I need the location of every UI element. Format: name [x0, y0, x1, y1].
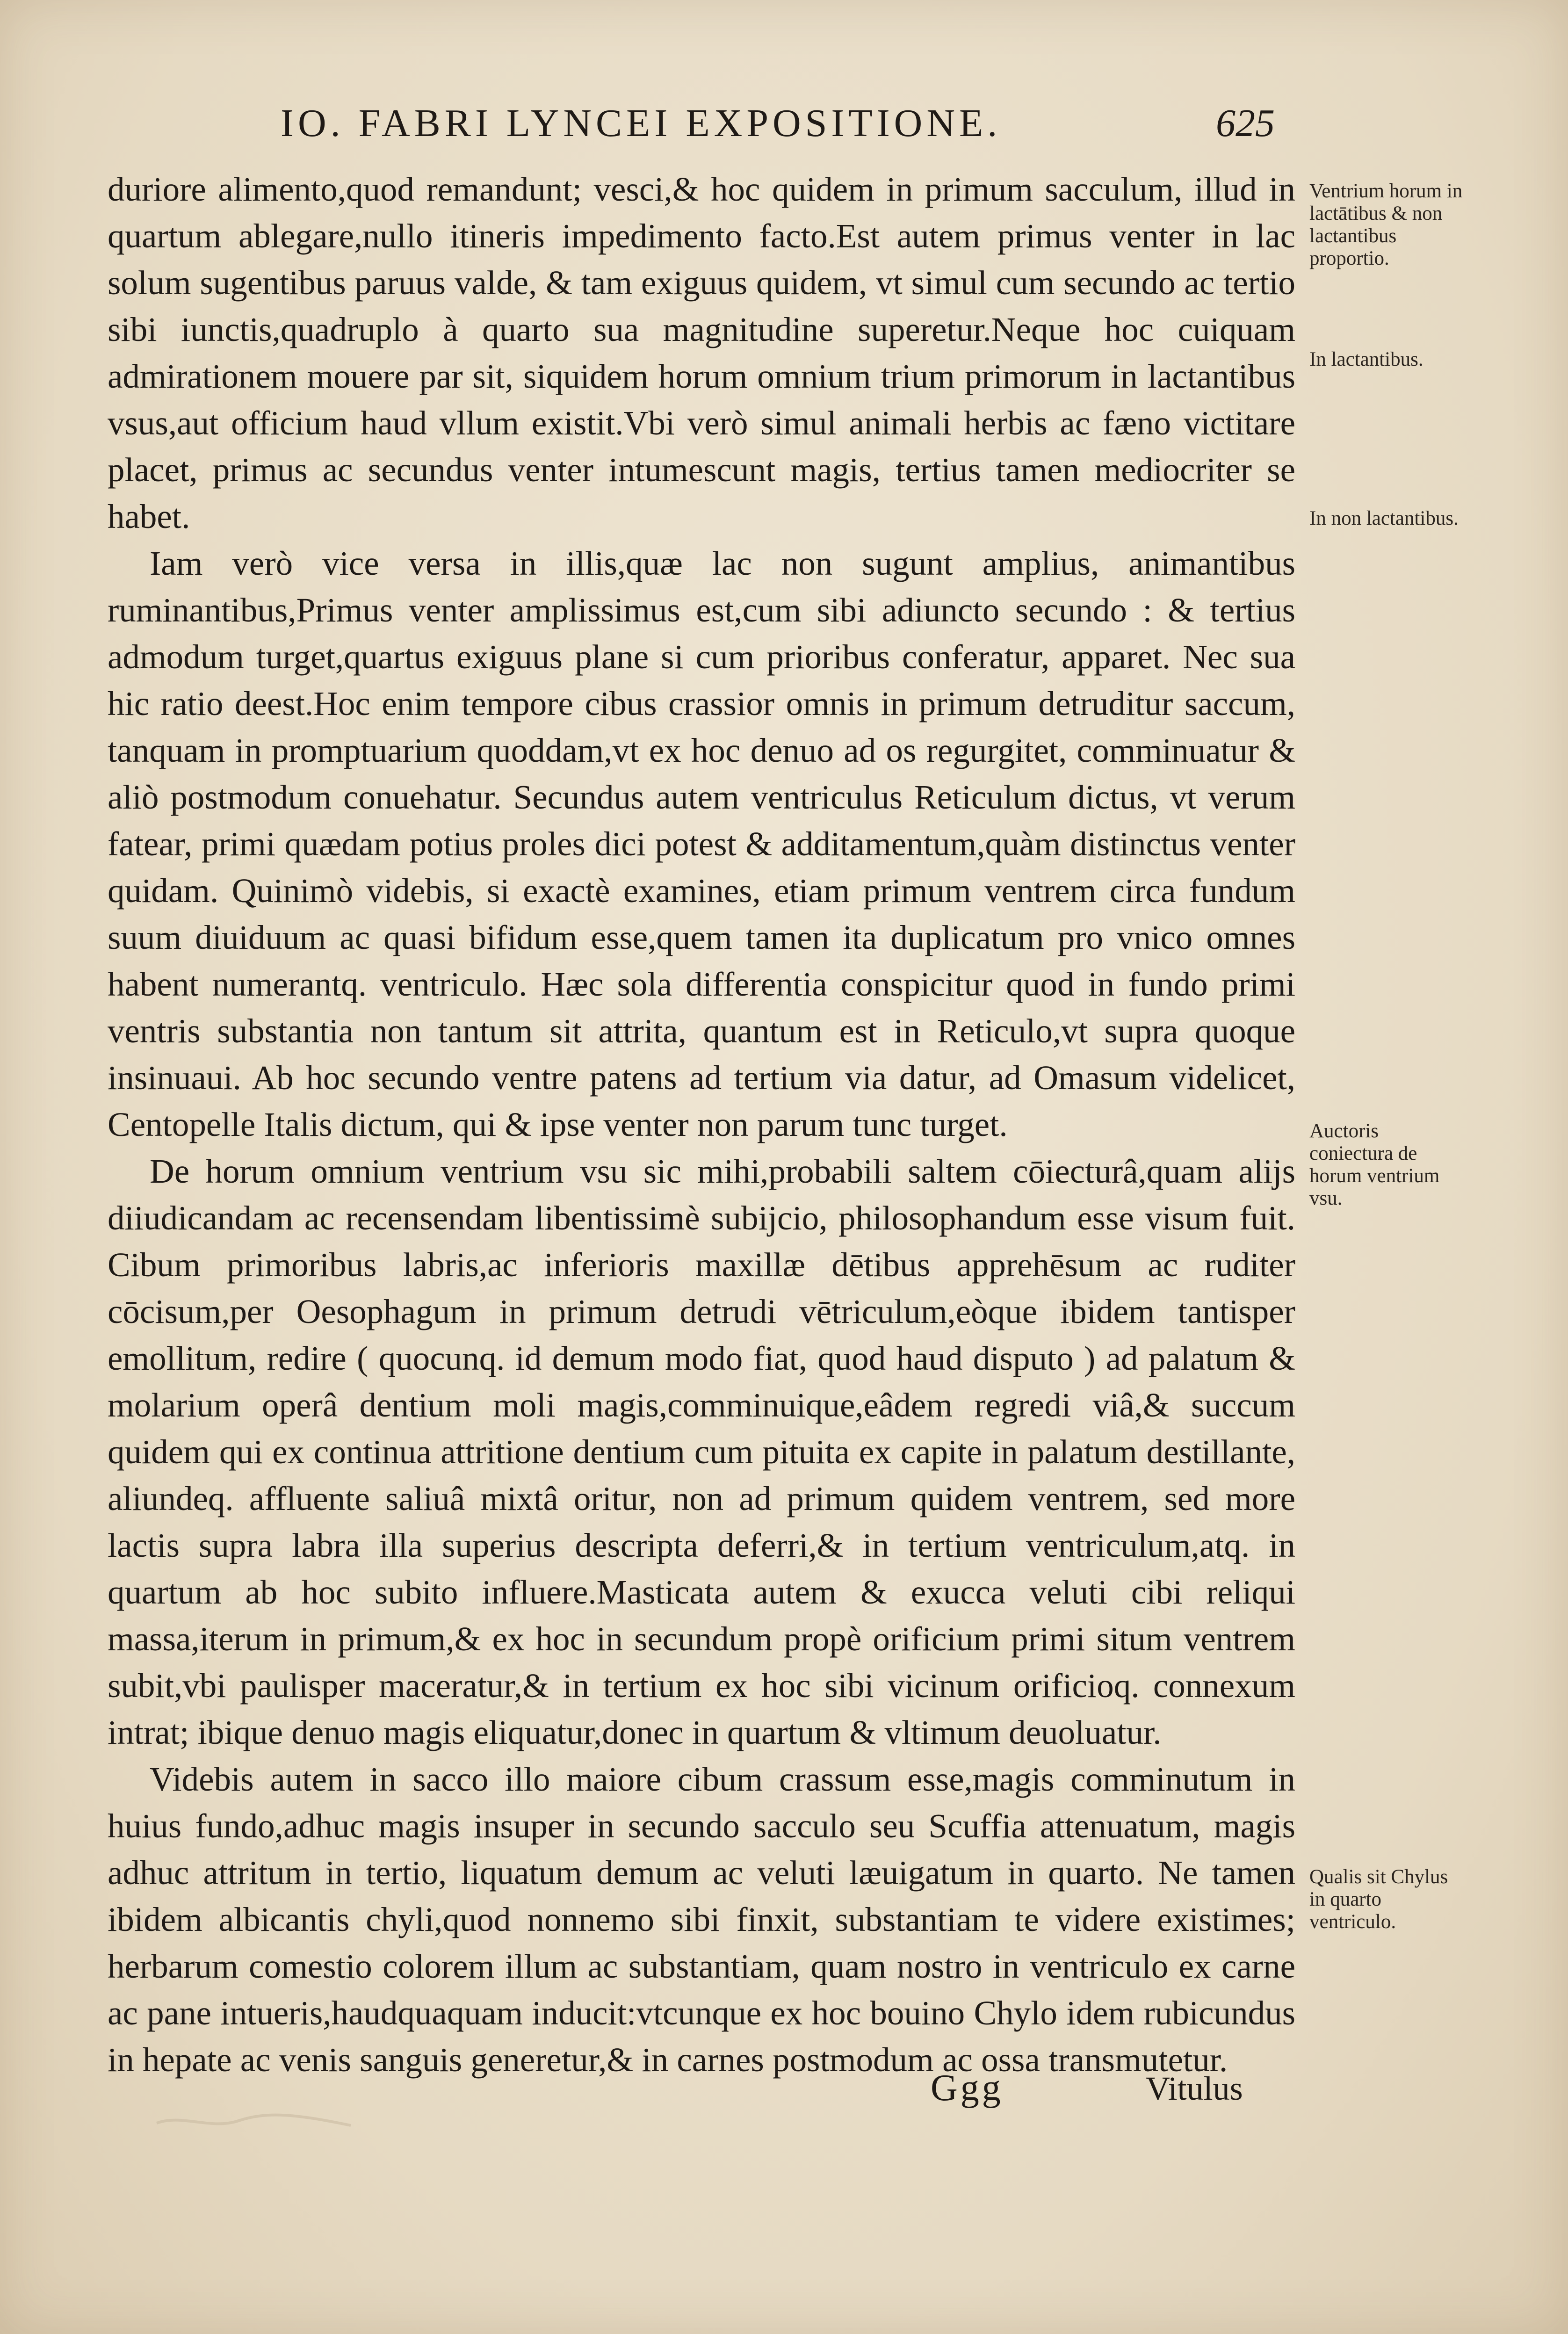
show-through-stain: [154, 2104, 355, 2137]
marginal-note-lactantibus: In lactantibus.: [1309, 348, 1423, 370]
signature-mark: Ggg: [931, 2067, 1004, 2109]
paragraph-2: Iam verò vice versa in illis,quæ lac non sugunt amplius, animantibus ruminantibus,Primus venter amplissimus est,cum sibi adiuncto secundo : & tertius admodum turget,quartus exiguus plane si cum prioribus conferatur, apparet. Nec sua hic ratio deest.Hoc enim tempore cibus crassior omnis in primum detruditur saccum, tanquam in promptuarium quoddam,vt ex hoc denuo ad os regurgitet, comminuatur & aliò postmodum conuehatur. Secundus autem ventriculus Reticulum dictus, vt verum fatear, primi quædam potius proles dici potest & additamentum,quàm distinctus venter quidam. Quinimò videbis, si exactè examines, etiam primum ventrem circa fundum suum diuiduum ac quasi bifidum esse,quem tamen ita duplicatum pro vnico omnes habent numerantq. ventriculo. Hæc sola differentia conspicitur quod in fundo primi ventris substantia non tantum sit attrita, quantum est in Reticulo,vt supra quoque insinuaui. Ab hoc secundo ventre patens ad tertium via datur, ad Omasum videlicet, Centopelle Italis dictum, qui & ipse venter non parum tunc turget.: [108, 544, 1295, 1143]
paragraph-1: duriore alimento,quod remandunt; vesci,& hoc quidem in primum sacculum, illud in quartum ablegare,nullo itineris impedimento facto.Est autem primus venter in lac solum sugentibus paruus valde, & tam exiguus quidem, vt simul cum secundo ac tertio sibi iunctis,quadruplo à quarto sua magnitudine superetur.Neque hoc cuiquam admirationem mouere par sit, siquidem horum omnium trium primorum in lactantibus vsus,aut officium haud vllum existit.Vbi verò simul animali herbis ac fæno victitare placet, primus ac secundus venter intumescunt magis, tertius tamen mediocriter se habet.: [108, 170, 1295, 535]
marginal-note-coniectura: Auctoris coniectura de horum ventrium vsu.: [1309, 1120, 1440, 1209]
paragraph-3: De horum omnium ventrium vsu sic mihi,probabili saltem cōiecturâ,quam alijs diiudicandam ac recensendam libentissimè subijcio, philosophandum esse visum fuit. Cibum primoribus labris,ac inferioris maxillæ dētibus apprehēsum ac ruditer cōcisum,per Oesophagum in primum detrudi vētriculum,eòque ibidem tantisper emollitum, redire ( quocunq. id demum modo fiat, quod haud disputo ) ad palatum & molarium operâ dentium moli magis,comminuique,eâdem regredi viâ,& succum quidem qui ex continua attritione dentium cum pituita ex capite in palatum destillante, aliundeq. affluente saliuâ mixtâ oritur, non ad primum quidem ventrem, sed more lactis supra labra illa superius descripta deferri,& in tertium ventriculum,atq. in quartum ab hoc subito influere.Masticata autem & exucca veluti cibi reliqui massa,iterum in primum,& ex hoc in secundum propè orificium primi situm ventrem subit,vbi paulisper maceratur,& in tertium ex hoc sibi vicinum orificioq. connexum intrat; ibique denuo magis eliquatur,donec in quartum & vltimum deuoluatur.: [108, 1152, 1295, 1751]
catchword: Vitulus: [1146, 2070, 1243, 2107]
marginal-note-chylus: Qualis sit Chylus in quarto ventriculo.: [1309, 1866, 1448, 1933]
marginal-note-non-lactantibus: In non lactantibus.: [1309, 507, 1459, 529]
page-number: 625: [1216, 101, 1275, 145]
paragraph-4: Videbis autem in sacco illo maiore cibum crassum esse,magis comminutum in huius fundo,adhuc magis insuper in secundo sacculo seu Scuffia attenuatum, magis adhuc attritum in tertio, liquatum demum ac veluti læuigatum in quarto. Ne tamen ibidem albicantis chyli,quod nonnemo sibi finxit, substantiam te videre existimes; herbarum comestio colorem illum ac substantiam, quam nostro in ventriculo ex carne ac pane intueris,haudquaquam inducit:vtcunque ex hoc bouino Chylo idem rubicundus in hepate ac venis sanguis generetur,& in carnes postmodum ac ossa transmutetur.: [108, 1760, 1295, 2079]
running-head: IO. FABRI LYNCEI EXPOSITIONE.: [281, 101, 1002, 145]
marginal-note-proportion: Ventrium horum in lactātibus & non lactantibus proportio.: [1309, 180, 1463, 269]
main-text-block: [108, 166, 1295, 2083]
